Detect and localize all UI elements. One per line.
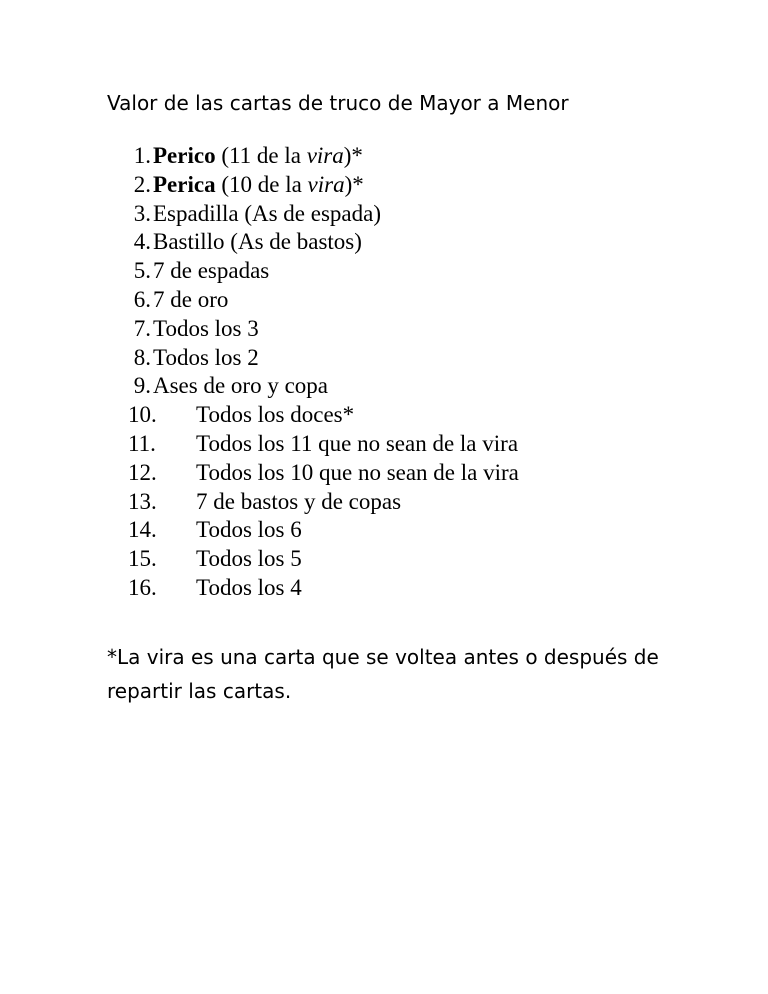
list-item [0, 315, 768, 344]
list-item-text: Todos los 4 [196, 574, 302, 600]
list-item-text: 7 de espadas [153, 258, 270, 284]
list-item-number: 16. [128, 574, 157, 600]
card-name: Perico [153, 143, 216, 168]
list-item-number: 7. [133, 315, 151, 341]
list-item [0, 286, 768, 315]
vira-term: vira [306, 143, 344, 168]
list-item-number: 4. [133, 229, 151, 255]
card-ranking-list [0, 142, 768, 603]
list-item-text: Todos los 5 [196, 546, 302, 572]
list-item-number: 1. [133, 143, 151, 168]
list-item-number: 10. [128, 402, 157, 428]
list-item-text: 7 de bastos y de copas [196, 488, 402, 514]
list-item [0, 459, 768, 488]
card-name: Perica [153, 171, 216, 197]
list-item [0, 401, 768, 430]
list-item [0, 142, 768, 171]
list-item [0, 545, 768, 574]
list-item-number: 5. [133, 258, 151, 284]
page-title: Valor de las cartas de truco de Mayor a Menor [107, 91, 569, 115]
list-item-number: 2. [133, 171, 151, 197]
list-item [0, 257, 768, 286]
list-item-suffix: )* [343, 143, 363, 168]
list-item [0, 516, 768, 545]
list-item-number: 9. [133, 373, 151, 399]
list-item [0, 488, 768, 517]
list-item [0, 228, 768, 257]
list-item-text: Todos los 10 que no sean de la vira [196, 459, 519, 485]
list-item [0, 430, 768, 459]
footnote: *La vira es una carta que se voltea antes o después de repartir las cartas. [107, 645, 659, 703]
list-item-text [153, 142, 363, 171]
list-item-text: Todos los 6 [196, 517, 302, 543]
list-item-text: Todos los doces* [196, 402, 355, 428]
list-item-number: 3. [133, 200, 151, 226]
list-item-text: 7 de oro [153, 286, 229, 312]
list-item-text: Espadilla (As de espada) [153, 200, 382, 226]
list-item [0, 574, 768, 603]
list-item-suffix: )* [344, 171, 364, 197]
list-item-number: 6. [133, 286, 151, 312]
list-item-number: 11. [128, 430, 156, 456]
list-item [0, 344, 768, 373]
list-item [0, 200, 768, 229]
list-item-text: Bastillo (As de bastos) [153, 229, 362, 255]
list-item-number: 14. [128, 517, 157, 543]
list-item-text: Todos los 2 [153, 344, 259, 370]
list-item-number: 8. [133, 344, 151, 370]
vira-term: vira [307, 171, 345, 197]
list-item-detail: (10 de la [215, 171, 308, 197]
list-item-text: Ases de oro y copa [153, 373, 329, 399]
list-item [0, 372, 768, 401]
list-item [0, 171, 768, 200]
list-item-number: 13. [128, 488, 157, 514]
list-item-number: 12. [128, 459, 157, 485]
list-item-text [153, 171, 364, 200]
list-item-detail: (11 de la [215, 143, 307, 168]
list-item-number: 15. [128, 546, 157, 572]
list-item-text: Todos los 3 [153, 315, 259, 341]
list-item-text: Todos los 11 que no sean de la vira [196, 430, 519, 456]
